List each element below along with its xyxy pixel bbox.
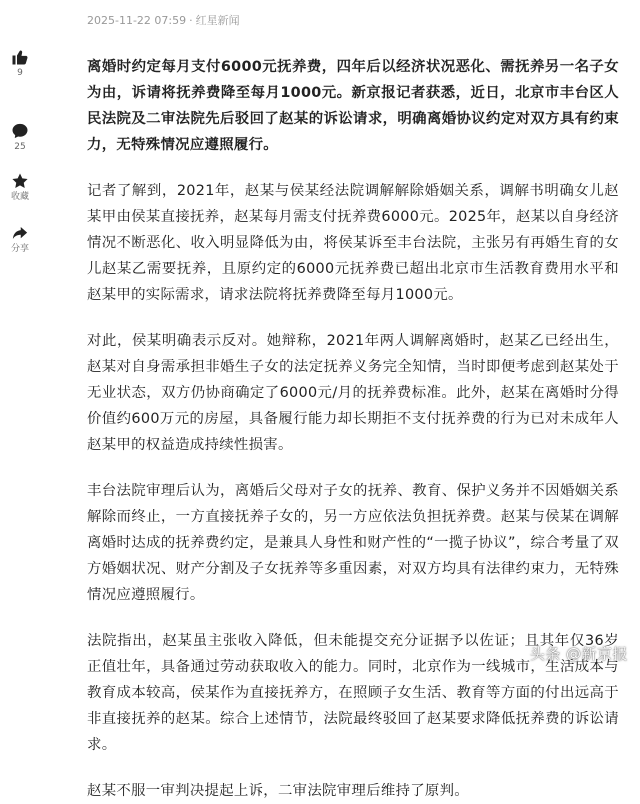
star-icon [11,172,29,190]
like-count: 9 [17,68,23,78]
favorite-button[interactable] [0,172,40,202]
comment-count: 25 [14,142,26,152]
article-paragraph: 法院指出，赵某虽主张收入降低，但未能提交充分证据予以佐证；且其年仅36岁正值壮年，具备通过劳动获取收入的能力。同时，北京作为一线城市，生活成本与教育成本较高，侯某作为直接抚养方，在照顾子女生活、教育等方面的付出远高于非直接抚养的赵某。综合上述情节，法院最终驳回了赵某要求降低抚养费的诉讼请求。 [87,633,619,753]
article-meta [87,12,240,28]
meta-separator: · [189,14,193,27]
publish-timestamp: 2025-11-22 07:59 [87,14,187,27]
article-body [87,54,619,804]
share-button[interactable] [0,224,40,254]
article-paragraph: 丰台法院审理后认为，离婚后父母对子女的抚养、教育、保护义务并不因婚姻关系解除而终止，一方直接抚养子女的，另一方应依法负担抚养费。赵某与侯某在调解离婚时达成的抚养费约定，是兼具人身性和财产性的“一揽子协议”，综合考量了双方婚姻状况、财产分割及子女抚养等多重因素，对双方均具有法律约束力，无特殊情况应遵照履行。 [87,483,619,603]
article-paragraph-lead: 离婚时约定每月支付6000元抚养费，四年后以经济状况恶化、需抚养另一名子女为由，诉请将抚养费降至每月1000元。新京报记者获悉，近日，北京市丰台区人民法院及二审法院先后驳回了赵某的诉讼请求，明确离婚协议约定对双方具有约束力，无特殊情况应遵照履行。 [87,59,619,153]
article-paragraph: 对此，侯某明确表示反对。她辩称，2021年两人调解离婚时，赵某乙已经出生，赵某对自身需承担非婚生子女的法定抚养义务完全知情，当时即便考虑到赵某处于无业状态，双方仍协商确定了6000元/月的抚养费标准。此外，赵某在离婚时分得价值约600万元的房屋，具备履行能力却长期拒不支付抚养费的行为已对未成年人赵某甲的权益造成持续性损害。 [87,333,619,453]
source-name: 红星新闻 [195,14,240,27]
comment-button[interactable] [0,122,40,152]
comment-icon [11,122,29,140]
like-button[interactable] [0,48,40,78]
watermark: 头条 @新京报 [529,645,628,663]
share-label: 分享 [10,244,29,254]
article-paragraph: 记者了解到，2021年，赵某与侯某经法院调解解除婚姻关系，调解书明确女儿赵某甲由侯某直接抚养，赵某每月需支付抚养费6000元。2025年，赵某以自身经济情况不断恶化、收入明显降低为由，将侯某诉至丰台法院，主张另有再婚生育的女儿赵某乙需要抚养，且原约定的6000元抚养费已超出北京市生活教育费用水平和赵某甲的实际需求，请求法院将抚养费降至每月1000元。 [87,183,619,303]
share-icon [11,224,29,242]
thumbs-up-icon [11,48,29,66]
article-paragraph: 赵某不服一审判决提起上诉，二审法院审理后维持了原判。 [87,783,469,799]
favorite-label: 收藏 [10,192,29,202]
